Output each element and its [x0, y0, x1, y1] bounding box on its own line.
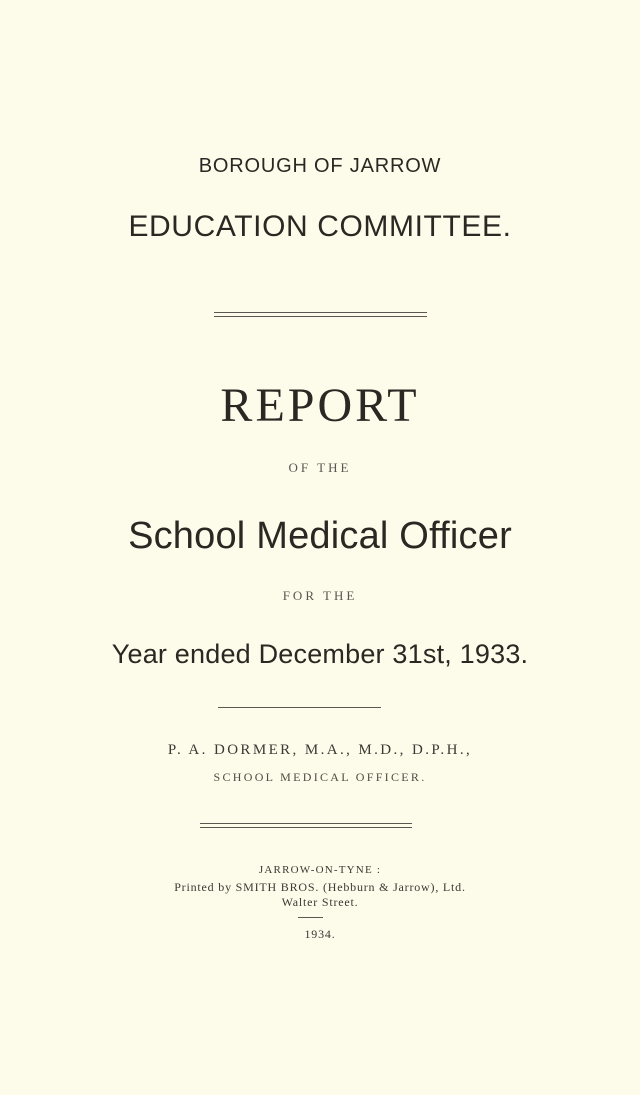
middle-rule — [218, 707, 381, 708]
committee-heading: EDUCATION COMMITTEE. — [128, 210, 512, 243]
bottom-double-rule — [200, 823, 412, 824]
author-name: P. A. DORMER, M.A., M.D., D.P.H., — [167, 742, 473, 758]
report-title: REPORT — [220, 379, 420, 432]
of-the-label: OF THE — [288, 460, 352, 475]
bottom-double-rule-lower — [200, 827, 412, 828]
imprint-year: 1934. — [304, 927, 336, 941]
year-title: Year ended December 31st, 1933. — [111, 639, 529, 669]
author-title: SCHOOL MEDICAL OFFICER. — [213, 770, 427, 784]
borough-heading: BOROUGH OF JARROW — [198, 155, 442, 177]
top-double-rule-lower — [214, 316, 427, 317]
for-the-label: FOR THE — [282, 588, 358, 603]
imprint-place: JARROW-ON-TYNE : — [258, 864, 382, 876]
imprint-short-rule — [298, 917, 323, 918]
imprint-printer: Printed by SMITH BROS. (Hebburn & Jarrow), Ltd. — [174, 880, 466, 894]
imprint-street: Walter Street. — [281, 895, 359, 909]
top-double-rule — [214, 312, 427, 313]
officer-title: School Medical Officer — [128, 515, 512, 557]
